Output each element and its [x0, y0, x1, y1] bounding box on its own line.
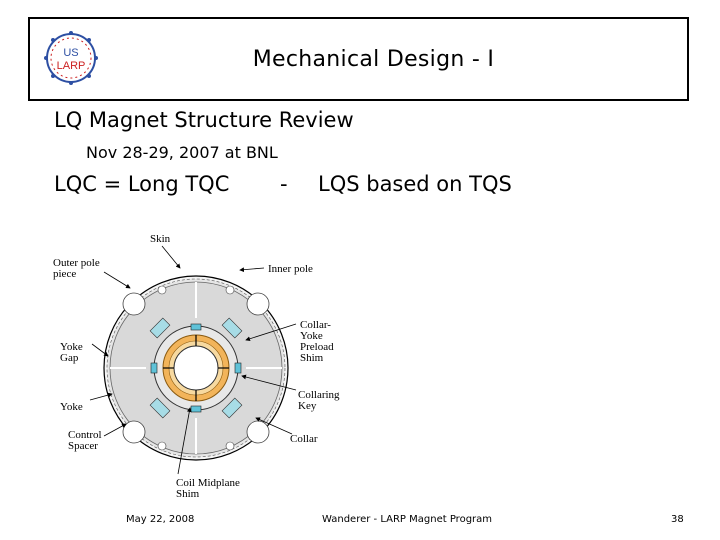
lqc-left-text: LQC = Long TQC [54, 172, 230, 196]
footer-center-text: Wanderer - LARP Magnet Program [322, 514, 493, 525]
slide-title: Mechanical Design - I [252, 47, 495, 72]
label-outer-pole-piece: Outer pole piece [53, 257, 100, 280]
magnet-cross-section-diagram [50, 228, 360, 504]
review-title: LQ Magnet Structure Review [54, 108, 354, 132]
lqc-line [54, 172, 512, 196]
lqc-right-text: LQS based on TQS [318, 172, 512, 196]
logo-line1: US [63, 47, 79, 59]
label-control-spacer: Control Spacer [68, 429, 102, 452]
logo-line2: LARP [56, 60, 86, 72]
lqc-dash: - [280, 172, 288, 196]
review-date: Nov 28-29, 2007 at BNL [86, 143, 278, 162]
yoke-hole [123, 293, 145, 315]
label-skin: Skin [150, 233, 171, 245]
label-collar-yoke-preload-shim: Collar- Yoke Preload Shim [300, 319, 334, 364]
label-inner-pole: Inner pole [268, 263, 313, 275]
title-box [28, 17, 689, 101]
yoke-hole [247, 293, 269, 315]
label-yoke: Yoke [60, 401, 83, 413]
bore [174, 346, 218, 390]
footer-date: May 22, 2008 [126, 514, 195, 525]
label-coil-midplane-shim: Coil Midplane Shim [176, 477, 240, 500]
footer-page-number: 38 [671, 514, 684, 525]
label-yoke-gap: Yoke Gap [60, 341, 83, 364]
yoke-hole [247, 421, 269, 443]
yoke-hole [123, 421, 145, 443]
label-collar: Collar [290, 433, 318, 445]
label-collaring-key: Collaring Key [298, 389, 340, 412]
